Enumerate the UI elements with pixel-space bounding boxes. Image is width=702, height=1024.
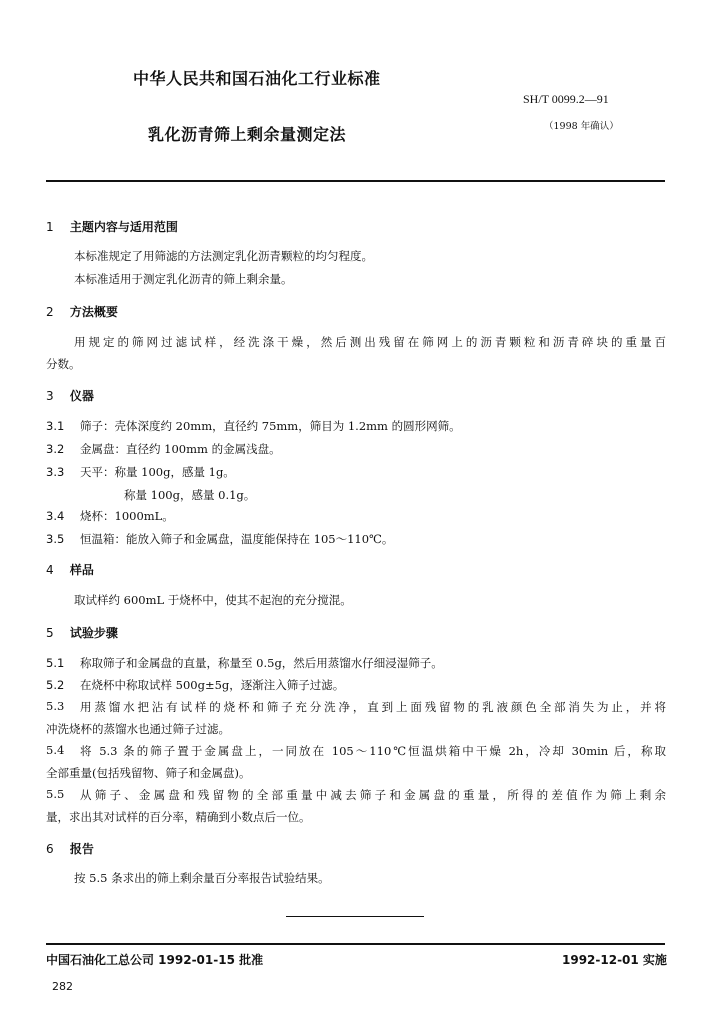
clause-5-3-line-1: 用蒸馏水把沾有试样的烧杯和筛子充分洗净，直到上面残留物的乳液颜色全部消失为止，并将 <box>80 700 666 714</box>
clause-3-5 <box>46 531 393 547</box>
section-5-number: 5 <box>46 626 54 640</box>
section-2-line-1: 用规定的筛网过滤试样，经洗涤干燥，然后测出残留在筛网上的沥青颗粒和沥青碎块的重量百 <box>74 335 666 349</box>
section-1-heading <box>46 218 178 235</box>
section-2-line-2: 分数。 <box>46 357 81 371</box>
section-1-title: 主题内容与适用范围 <box>69 220 178 234</box>
section-4-number: 4 <box>46 563 54 577</box>
clause-5-5-line-2: 量，求出其对试样的百分率，精确到小数点后一位。 <box>46 810 311 824</box>
clause-5-1 <box>46 655 443 671</box>
clause-number: 3.3 <box>46 465 65 479</box>
clause-number: 3.2 <box>46 442 65 456</box>
clause-number: 3.5 <box>46 532 65 546</box>
clause-number: 5.2 <box>46 678 65 692</box>
clause-number: 5.1 <box>46 656 65 670</box>
section-2-title: 方法概要 <box>69 305 118 319</box>
clause-5-4-line-1: 将 5.3 条的筛子置于金属盘上，一同放在 105～110℃恒温烘箱中干燥 2h，冷却 30min 后，称取 <box>80 744 666 758</box>
clause-text: 在烧杯中称取试样 500g±5g，逐渐注入筛子过滤。 <box>80 678 345 692</box>
clause-text: 金属盘：直径约 100mm 的金属浅盘。 <box>80 442 281 456</box>
section-4-paragraph: 取试样约 600mL 于烧杯中，使其不起泡的充分搅混。 <box>74 593 352 607</box>
clause-5-2 <box>46 677 344 693</box>
section-6-heading <box>46 840 94 857</box>
section-3-heading <box>46 387 94 404</box>
section-4-heading <box>46 561 94 578</box>
section-1-paragraph-2: 本标准适用于测定乳化沥青的筛上剩余量。 <box>74 272 293 286</box>
section-4-title: 样品 <box>69 563 94 577</box>
section-2-number: 2 <box>46 305 54 319</box>
footer-rule <box>46 943 665 945</box>
section-1-number: 1 <box>46 220 54 234</box>
clause-5-4-number: 5.4 <box>46 743 65 757</box>
clause-text: 筛子：壳体深度约 20mm，直径约 75mm，筛目为 1.2mm 的圆形网筛。 <box>80 419 461 433</box>
clause-5-5-number: 5.5 <box>46 787 65 801</box>
clause-text: 烧杯：1000mL。 <box>80 509 174 523</box>
section-5-title: 试验步骤 <box>69 626 118 640</box>
standard-title: 中华人民共和国石油化工行业标准 <box>133 69 381 88</box>
clause-5-4-line-2: 全部重量(包括残留物、筛子和金属盘)。 <box>46 766 251 780</box>
section-2-heading <box>46 303 118 320</box>
section-1-paragraph-1: 本标准规定了用筛滤的方法测定乳化沥青颗粒的均匀程度。 <box>74 249 373 263</box>
confirmation-note: （1998 年确认） <box>544 121 619 132</box>
clause-text: 天平：称量 100g，感量 1g。 <box>80 465 235 479</box>
end-of-text-rule <box>286 916 424 917</box>
section-6-number: 6 <box>46 842 54 856</box>
clause-text: 恒温箱：能放入筛子和金属盘，温度能保持在 105～110℃。 <box>80 532 394 546</box>
page-number: 282 <box>52 980 73 993</box>
section-3-number: 3 <box>46 389 54 403</box>
section-6-title: 报告 <box>69 842 94 856</box>
clause-3-2 <box>46 441 281 457</box>
clause-5-3-line-2: 冲洗烧杯的蒸馏水也通过筛子过滤。 <box>46 722 230 736</box>
section-5-heading <box>46 624 118 641</box>
clause-number: 3.1 <box>46 419 65 433</box>
clause-3-4 <box>46 508 174 524</box>
clause-3-3-continuation: 称量 100g，感量 0.1g。 <box>124 488 256 502</box>
clause-text: 称取筛子和金属盘的直量，称量至 0.5g，然后用蒸馏水仔细浸湿筛子。 <box>80 656 443 670</box>
section-6-paragraph: 按 5.5 条求出的筛上剩余量百分率报告试验结果。 <box>74 871 330 885</box>
clause-5-5-line-1: 从筛子、金属盘和残留物的全部重量中减去筛子和金属盘的重量，所得的差值作为筛上剩余 <box>80 788 666 802</box>
clause-number: 3.4 <box>46 509 65 523</box>
approval-date: 中国石油化工总公司 1992-01-15 批准 <box>46 953 264 967</box>
effective-date: 1992-12-01 实施 <box>562 953 667 967</box>
document-title: 乳化沥青筛上剩余量测定法 <box>148 125 347 144</box>
clause-3-1 <box>46 418 461 434</box>
clause-3-3 <box>46 464 235 480</box>
header-rule <box>46 180 665 182</box>
standard-code: SH/T 0099.2—91 <box>523 92 609 106</box>
clause-5-3-number: 5.3 <box>46 699 65 713</box>
section-3-title: 仪器 <box>69 389 94 403</box>
